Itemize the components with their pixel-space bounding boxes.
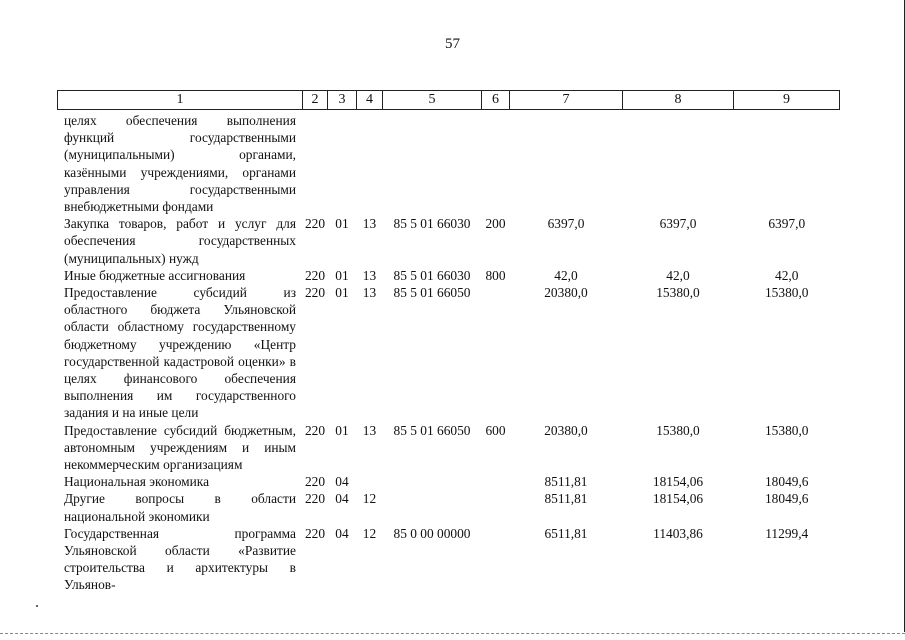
cell-expense-type: 200 [485, 216, 506, 232]
cell-amount-year1: 6397,0 [547, 216, 585, 232]
table-row [58, 284, 840, 422]
cell-subsection: 13 [362, 267, 377, 283]
row-description: Закупка товаров, работ и услуг для обеспечения государственных (муниципальных) нужд [64, 216, 296, 266]
scan-speck [36, 605, 38, 607]
cell-amount-year2: 11403,86 [653, 525, 703, 541]
cell-target-article: 85 5 01 66030 [393, 267, 471, 283]
cell-ministry: 220 [304, 216, 326, 232]
cell-amount-year3: 15380,0 [764, 422, 809, 438]
row-description: целях обеспечения выполнения функций государственными (муниципальными) органами, казёнными учреждениями, органами управления государственными внебюджетными фондами [64, 113, 296, 215]
cell-target-article: 85 5 01 66050 [393, 422, 471, 438]
row-description: Государственная программа Ульяновской области «Развитие строительства и архитектуры в Ульянов- [64, 525, 296, 593]
cell-subsection: 13 [362, 422, 377, 438]
column-header-7: 7 [510, 91, 623, 110]
cell-subsection: 13 [362, 216, 377, 232]
table-row [58, 110, 840, 216]
cell-subsection: 12 [362, 525, 377, 541]
cell-ministry: 220 [304, 491, 326, 507]
cell-target-article: 85 0 00 00000 [393, 525, 471, 541]
cell-amount-year2: 6397,0 [659, 216, 697, 232]
cell-amount-year3: 18049,6 [764, 474, 809, 490]
cell-section [328, 110, 357, 216]
cell-target-article [383, 490, 482, 524]
cell-subsection: 12 [362, 491, 377, 507]
table-row [58, 422, 840, 474]
cell-target-article [383, 110, 482, 216]
cell-amount-year2: 18154,06 [652, 474, 704, 490]
table-row [58, 473, 840, 490]
cell-ministry: 220 [304, 285, 326, 301]
page-number: 57 [445, 36, 460, 52]
cell-amount-year2: 15380,0 [656, 422, 700, 438]
cell-expense-type [482, 490, 510, 524]
cell-amount-year3: 6397,0 [768, 216, 806, 232]
cell-target-article [383, 473, 482, 490]
cell-subsection [357, 473, 383, 490]
cell-expense-type [482, 473, 510, 490]
table-row [58, 215, 840, 267]
cell-expense-type: 600 [485, 422, 506, 438]
cell-amount-year1: 42,0 [554, 267, 578, 283]
cell-section: 04 [335, 525, 349, 541]
row-description: Предоставление субсидий из областного бюджета Ульяновской области областному государственному бюджетному учреждению «Центр государственной кадастровой оценки» в целях финансового обеспечения выполнения им государственного задания и на иные цели [64, 285, 296, 421]
cell-amount-year1: 8511,81 [544, 474, 588, 490]
table-row [58, 525, 840, 594]
cell-amount-year2: 15380,0 [656, 285, 700, 301]
cell-ministry [303, 110, 328, 216]
row-description: Национальная экономика [64, 474, 210, 490]
row-description: Иные бюджетные ассигнования [64, 267, 246, 283]
cell-amount-year2: 18154,06 [652, 491, 704, 507]
cell-amount-year2 [623, 110, 734, 216]
cell-amount-year1: 8511,81 [544, 491, 588, 507]
column-header-5: 5 [383, 91, 482, 110]
cell-amount-year1: 6511,81 [544, 525, 588, 541]
cell-amount-year3: 42,0 [775, 267, 799, 283]
cell-expense-type: 800 [485, 267, 506, 283]
column-header-9: 9 [734, 91, 840, 110]
column-number-header [58, 91, 840, 110]
cell-ministry: 220 [304, 267, 326, 283]
cell-subsection [357, 110, 383, 216]
column-header-2: 2 [303, 91, 328, 110]
cell-target-article: 85 5 01 66030 [393, 216, 471, 232]
table-row [58, 267, 840, 284]
cell-section: 01 [335, 285, 349, 301]
budget-table [57, 90, 840, 594]
cell-expense-type [482, 110, 510, 216]
cell-amount-year1: 20380,0 [544, 422, 588, 438]
cell-section: 01 [335, 216, 349, 232]
cell-section: 04 [335, 491, 349, 507]
cell-target-article: 85 5 01 66050 [393, 285, 471, 301]
cell-amount-year2: 42,0 [666, 267, 690, 283]
row-description: Другие вопросы в области национальной экономики [64, 491, 296, 524]
cell-expense-type [482, 284, 510, 422]
column-header-4: 4 [357, 91, 383, 110]
cell-section: 04 [335, 474, 349, 490]
column-header-1: 1 [58, 91, 303, 110]
cell-expense-type [482, 525, 510, 594]
column-header-8: 8 [623, 91, 734, 110]
cell-amount-year1: 20380,0 [544, 285, 588, 301]
cell-amount-year3 [734, 110, 840, 216]
column-header-6: 6 [482, 91, 510, 110]
cell-ministry: 220 [304, 422, 326, 438]
cell-amount-year3: 18049,6 [764, 491, 809, 507]
cell-section: 01 [335, 267, 349, 283]
cell-ministry: 220 [304, 474, 326, 490]
cell-ministry: 220 [304, 525, 326, 541]
page-edge-bottom [0, 633, 905, 634]
row-description: Предоставление субсидий бюджетным, автономным учреждениям и иным некоммерческим организациям [64, 422, 296, 473]
table-row [58, 490, 840, 524]
cell-amount-year1 [510, 110, 623, 216]
cell-subsection: 13 [362, 285, 377, 301]
cell-amount-year3: 11299,4 [765, 525, 809, 541]
cell-section: 01 [335, 422, 349, 438]
cell-amount-year3: 15380,0 [764, 285, 809, 301]
column-header-3: 3 [328, 91, 357, 110]
